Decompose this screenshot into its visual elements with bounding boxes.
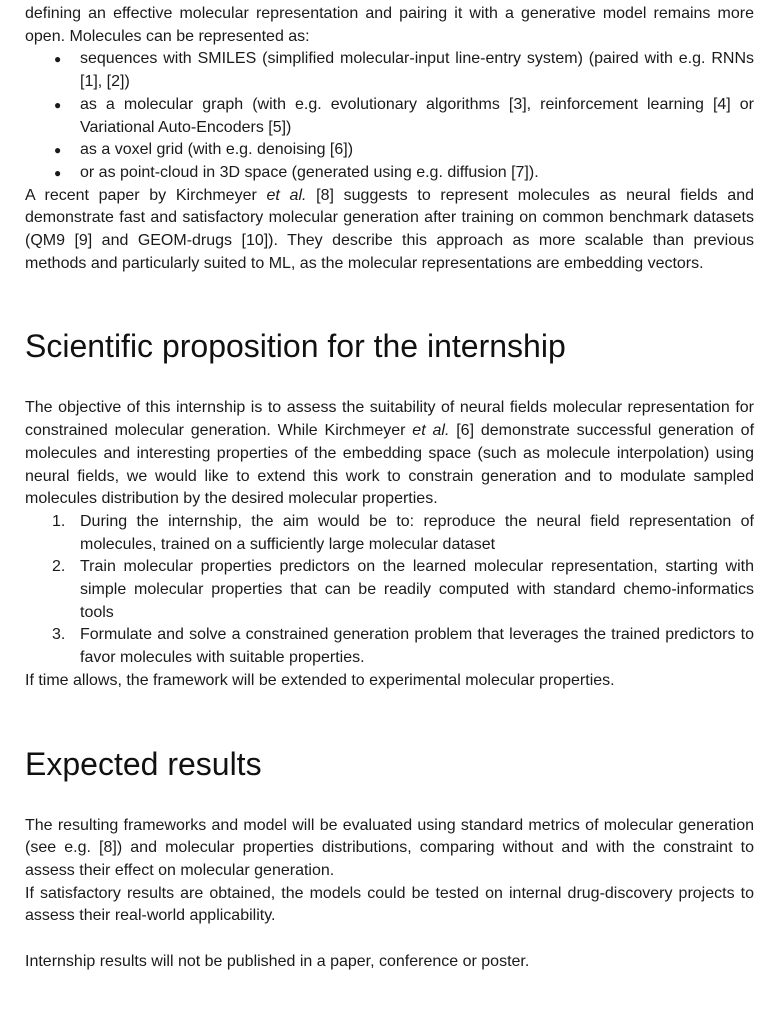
section-heading-scientific-proposition: Scientific proposition for the internship (25, 328, 566, 365)
text-run: The objective of this internship is to assess the suitability of neural fields molecular representation for constrained molecular generation. While Kirchmeyer (25, 399, 754, 440)
list-item-text: Train molecular properties predictors on the learned molecular representation, starting with simple molecular properties that can be readily computed with standard chemo-informatics tools (80, 558, 754, 621)
list-item: ● as a voxel grid (with e.g. denoising [6]) (80, 139, 754, 162)
closing-paragraph: If time allows, the framework will be extended to experimental molecular properties. (25, 671, 615, 689)
intro-paragraph: defining an effective molecular representation and pairing it with a generative model remains more open. Molecules can be represented as: (25, 5, 754, 45)
list-item (52, 511, 754, 556)
list-item-text: Formulate and solve a constrained generation problem that leverages the trained predictors to favor molecules with suitable properties. (80, 626, 754, 667)
et-al-italic: et al. (266, 186, 307, 204)
list-number: 1. (52, 512, 66, 530)
list-number: 3. (52, 626, 66, 644)
list-item (52, 624, 754, 669)
list-item: ● sequences with SMILES (simplified molecular-input line-entry system) (paired with e.g. RNNs [1], [2]) (80, 48, 754, 93)
publication-note: Internship results will not be published in a paper, conference or poster. (25, 952, 530, 970)
paragraph-spacer (25, 928, 754, 951)
internship-steps-list (25, 511, 754, 670)
text-run: [6] demonstrate successful generation of molecules and interesting properties of the embedding space (such as molecule interpolation) using neural fields, we would like to extend this work to constrain generation and to modulate sampled molecules distribution by the desired molecular properties. (25, 422, 755, 508)
list-item: ● as a molecular graph (with e.g. evolutionary algorithms [3], reinforcement learning [4] or Variational Auto-Encoders [5]) (80, 94, 754, 139)
list-item-text: During the internship, the aim would be to: reproduce the neural field representation of molecules, trained on a sufficiently large molecular dataset (80, 512, 754, 553)
section-heading-expected-results: Expected results (25, 745, 262, 782)
evaluation-paragraph: The resulting frameworks and model will be evaluated using standard metrics of molecular generation (see e.g. [8]) and molecular properties distributions, comparing without and with the constraint to assess their effect on molecular generation. (25, 816, 754, 879)
text-run: [8] suggests to represent molecules as neural fields and demonstrate fast and satisfactory molecular generation after training on common benchmark datasets (QM9 [9] and GEOM-drugs [10]). They describe this approach as more scalable than previous methods and particularly suited to ML, as the molecular representations are embedding vectors. (25, 186, 754, 272)
list-item: ● or as point-cloud in 3D space (generated using e.g. diffusion [7]). (80, 162, 754, 185)
list-number: 2. (52, 558, 66, 576)
document-page (25, 3, 754, 973)
objective-paragraph (25, 397, 754, 511)
kirchmeyer-paragraph (25, 185, 754, 276)
text-run: A recent paper by Kirchmeyer (25, 186, 267, 204)
applicability-paragraph: If satisfactory results are obtained, the models could be tested on internal drug-discovery projects to assess their real-world applicability. (25, 884, 754, 925)
list-item (52, 556, 754, 624)
et-al-italic: et al. (412, 422, 450, 440)
representation-list (25, 48, 754, 184)
